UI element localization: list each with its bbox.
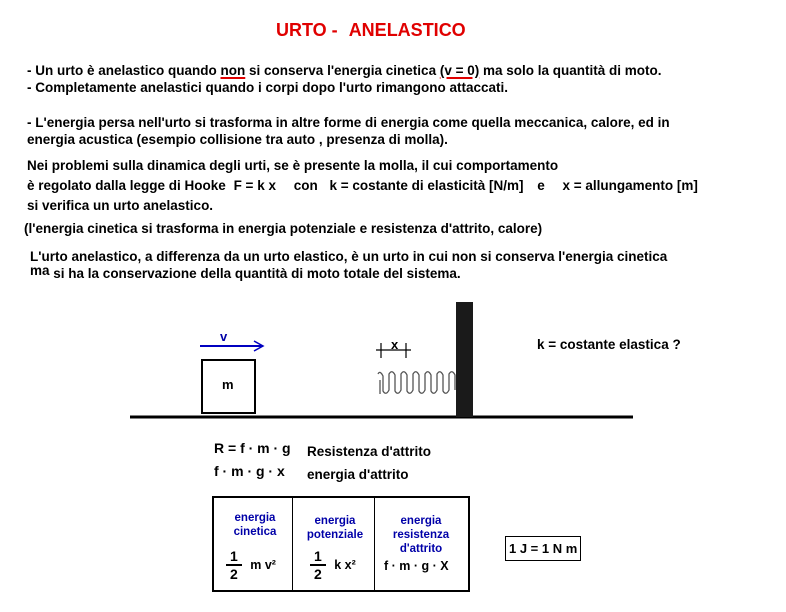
hooke-line-1: Nei problemi sulla dinamica degli urti, se è presente la molla, il cui comportamento	[27, 158, 559, 173]
friction-formula-1: R = f · m · g	[214, 440, 291, 456]
kinetic-energy-label: energia cinetica	[233, 512, 277, 538]
summary-line-1: L'urto anelastico, a differenza da un urto elastico, è un urto in cui non si conserva l'energia cinetica	[30, 249, 668, 264]
friction-formula-2: f · m · g · x	[214, 463, 285, 479]
intro-text-b: si conserva l'energia cinetica	[245, 63, 440, 78]
table-divider-1	[292, 498, 293, 590]
kinetic-den: 2	[226, 564, 242, 582]
mass-label: m	[222, 377, 234, 392]
potential-energy-label: energia potenziale	[306, 515, 364, 541]
hooke-formula: F = k x	[233, 178, 276, 193]
friction-label-1: Resistenza d'attrito	[307, 444, 431, 459]
potential-fraction	[310, 548, 326, 582]
table-divider-2	[374, 498, 375, 590]
page-title	[276, 20, 466, 41]
collision-diagram	[0, 290, 786, 430]
kinetic-energy-formula	[226, 548, 276, 582]
hooke-line-3: si verifica un urto anelastico.	[27, 198, 214, 213]
intro-text-c: ma solo la quantità di moto.	[479, 63, 662, 78]
kinetic-fraction	[226, 548, 242, 582]
title-part1: URTO -	[276, 20, 338, 40]
spring	[378, 372, 455, 394]
potential-tail: k x²	[334, 558, 356, 573]
energy-line-2: energia acustica (esempio collisione tra auto , presenza di molla).	[27, 132, 448, 147]
joule-box: 1 J = 1 N m	[505, 536, 581, 561]
hooke-intro: è regolato dalla legge di Hooke	[27, 178, 226, 193]
hooke-line-2	[27, 177, 698, 194]
hooke-x-def: x = allungamento [m]	[562, 178, 698, 193]
intro-non-underlined: non	[220, 63, 246, 78]
energy-line-1: - L'energia persa nell'urto si trasforma in altre forme di energia come quella meccanica, calore, ed in	[27, 115, 670, 130]
hooke-k-def: k = costante di elasticità [N/m]	[329, 178, 524, 193]
energy-note: (l'energia cinetica si trasforma in energia potenziale e resistenza d'attrito, calore)	[24, 221, 543, 236]
summary-line-2	[30, 265, 461, 282]
potential-den: 2	[310, 564, 326, 582]
friction-label-2: energia d'attrito	[307, 467, 409, 482]
kinetic-num: 1	[230, 548, 238, 564]
hooke-e: e	[537, 178, 545, 193]
intro-text-a: - Un urto è anelastico quando	[27, 63, 221, 78]
k-question: k = costante elastica ?	[537, 337, 681, 352]
friction-energy-label: energia resistenza d'attrito	[392, 515, 450, 555]
spring-x-label: x	[391, 337, 399, 352]
potential-energy-formula	[310, 548, 356, 582]
energy-table	[212, 496, 470, 592]
summary-text: si ha la conservazione della quantità di moto totale del sistema.	[53, 266, 461, 281]
intro-line-2: - Completamente anelastici quando i corpi dopo l'urto rimangono attaccati.	[27, 80, 509, 95]
title-part2: ANELASTICO	[348, 20, 466, 40]
potential-num: 1	[314, 548, 322, 564]
kinetic-tail: m v²	[250, 558, 276, 573]
friction-energy-formula: f · m · g · X	[384, 559, 449, 573]
hooke-con: con	[293, 178, 318, 193]
intro-line-1	[27, 62, 662, 79]
wall	[456, 302, 473, 417]
intro-v0-underlined: (v = 0)	[439, 63, 480, 78]
summary-ma: ma	[30, 263, 50, 278]
velocity-label: v	[220, 329, 228, 344]
